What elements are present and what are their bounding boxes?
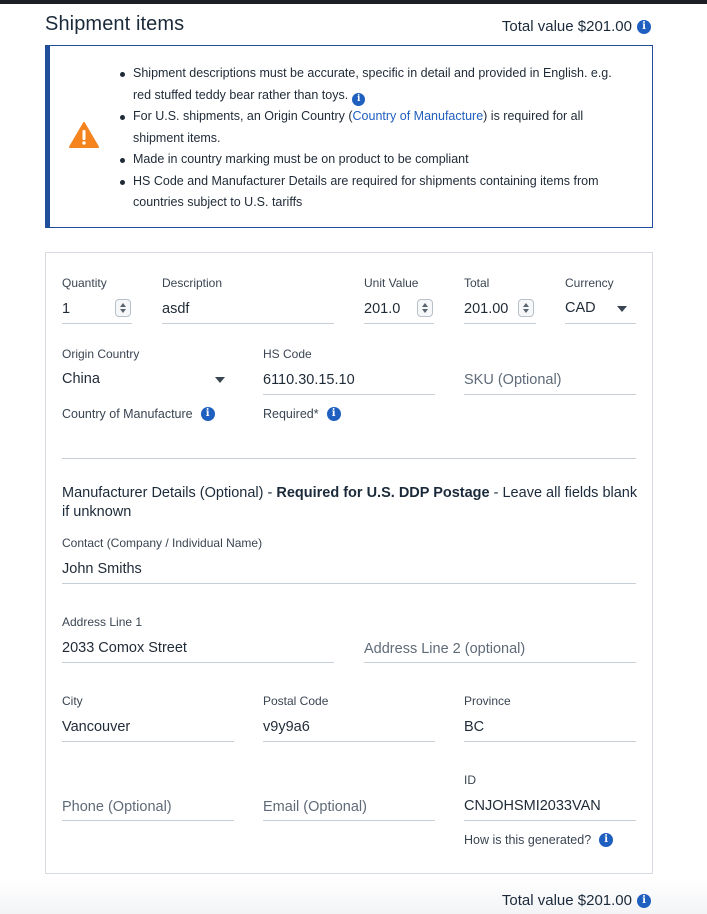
warning-triangle-icon: [68, 121, 100, 149]
country-of-manufacture-label-row: [62, 407, 215, 421]
currency-label: Currency: [565, 276, 614, 290]
description-label: Description: [162, 276, 223, 290]
country-of-manufacture-link[interactable]: Country of Manufacture: [352, 109, 484, 123]
notice-item: Shipment descriptions must be accurate, specific in detail and provided in English. e.g. red stuffed teddy bear rather than toys. i: [118, 63, 628, 106]
province-label: Province: [464, 694, 511, 708]
address-line-2-input[interactable]: Address Line 2 (optional): [364, 641, 526, 657]
shipment-item-card: [45, 252, 653, 874]
notice-list: [118, 63, 628, 214]
postal-code-underline: [263, 741, 435, 742]
total-value-label: Total value $201.00: [501, 18, 632, 35]
notice-item: For U.S. shipments, an Origin Country (Country of Manufacture) is required for all shipment items.: [118, 106, 628, 149]
total-input[interactable]: 201.00: [464, 301, 509, 317]
how-generated-row: [464, 833, 613, 847]
province-underline: [464, 741, 636, 742]
address-line-1-input[interactable]: 2033 Comox Street: [62, 640, 187, 656]
section-divider: [62, 458, 636, 459]
contact-label: Contact (Company / Individual Name): [62, 536, 263, 550]
description-input[interactable]: asdf: [162, 301, 190, 317]
country-of-manufacture-label: Country of Manufacture: [62, 407, 193, 421]
top-bar: [0, 0, 707, 4]
currency-select[interactable]: CAD: [565, 300, 596, 316]
email-underline: [263, 820, 435, 821]
total-value-top: [502, 18, 651, 35]
postal-code-label: Postal Code: [263, 694, 329, 708]
section-title: Shipment items: [45, 13, 185, 35]
total-underline: [464, 323, 536, 324]
unit-value-input[interactable]: 201.0: [364, 301, 401, 317]
info-icon[interactable]: i: [352, 93, 365, 106]
id-underline: [464, 820, 636, 821]
email-input[interactable]: Email (Optional): [263, 799, 367, 815]
origin-country-label: Origin Country: [62, 347, 140, 361]
city-underline: [62, 741, 234, 742]
sku-input[interactable]: SKU (Optional): [464, 372, 562, 388]
quantity-input[interactable]: 1: [62, 301, 71, 317]
postal-code-input[interactable]: v9y9a6: [263, 719, 310, 735]
quantity-label: Quantity: [62, 276, 107, 290]
id-label: ID: [464, 773, 476, 787]
sku-underline: [464, 394, 636, 395]
total-value-bottom: [502, 892, 651, 909]
hs-code-label: HS Code: [263, 347, 312, 361]
city-label: City: [62, 694, 83, 708]
compliance-notice: [45, 45, 653, 228]
total-label: Total: [464, 276, 490, 290]
address-line-1-label: Address Line 1: [62, 615, 143, 629]
caret-down-icon[interactable]: [215, 377, 225, 383]
address-line-2-underline: [364, 662, 636, 663]
stepper-arrows-icon[interactable]: [518, 299, 534, 317]
how-generated-label: How is this generated?: [464, 833, 592, 847]
city-input[interactable]: Vancouver: [62, 719, 131, 735]
hs-code-underline: [263, 394, 435, 395]
stepper-arrows-icon[interactable]: [417, 299, 433, 317]
notice-item: Made in country marking must be on product to be compliant: [118, 149, 628, 171]
id-value: CNJOHSMI2033VAN: [464, 798, 601, 814]
unit-value-label: Unit Value: [364, 276, 419, 290]
total-value-label: Total value $201.00: [501, 892, 632, 909]
manufacturer-heading: Manufacturer Details (Optional) - Required for U.S. DDP Postage - Leave all fields blank if unknown: [62, 485, 638, 520]
province-input[interactable]: BC: [464, 719, 485, 735]
contact-underline: [62, 583, 636, 584]
caret-down-icon[interactable]: [617, 306, 627, 312]
notice-item: HS Code and Manufacturer Details are required for shipments containing items from countries subject to U.S. tariffs: [118, 171, 628, 214]
required-label: Required*: [263, 407, 319, 421]
origin-country-select[interactable]: China: [62, 371, 100, 387]
info-icon[interactable]: i: [637, 894, 651, 908]
hs-code-input[interactable]: 6110.30.15.10: [263, 372, 355, 388]
description-underline: [162, 323, 334, 324]
contact-input[interactable]: John Smiths: [62, 561, 142, 577]
address-line-1-underline: [62, 662, 334, 663]
currency-underline: [565, 323, 636, 324]
quantity-underline: [62, 323, 132, 324]
info-icon[interactable]: i: [201, 407, 215, 421]
info-icon[interactable]: i: [637, 20, 651, 34]
phone-input[interactable]: Phone (Optional): [62, 799, 172, 815]
unit-value-underline: [364, 323, 434, 324]
required-label-row: [263, 407, 341, 421]
info-icon[interactable]: i: [327, 407, 341, 421]
info-icon[interactable]: i: [599, 833, 613, 847]
phone-underline: [62, 820, 234, 821]
stepper-arrows-icon[interactable]: [115, 299, 131, 317]
